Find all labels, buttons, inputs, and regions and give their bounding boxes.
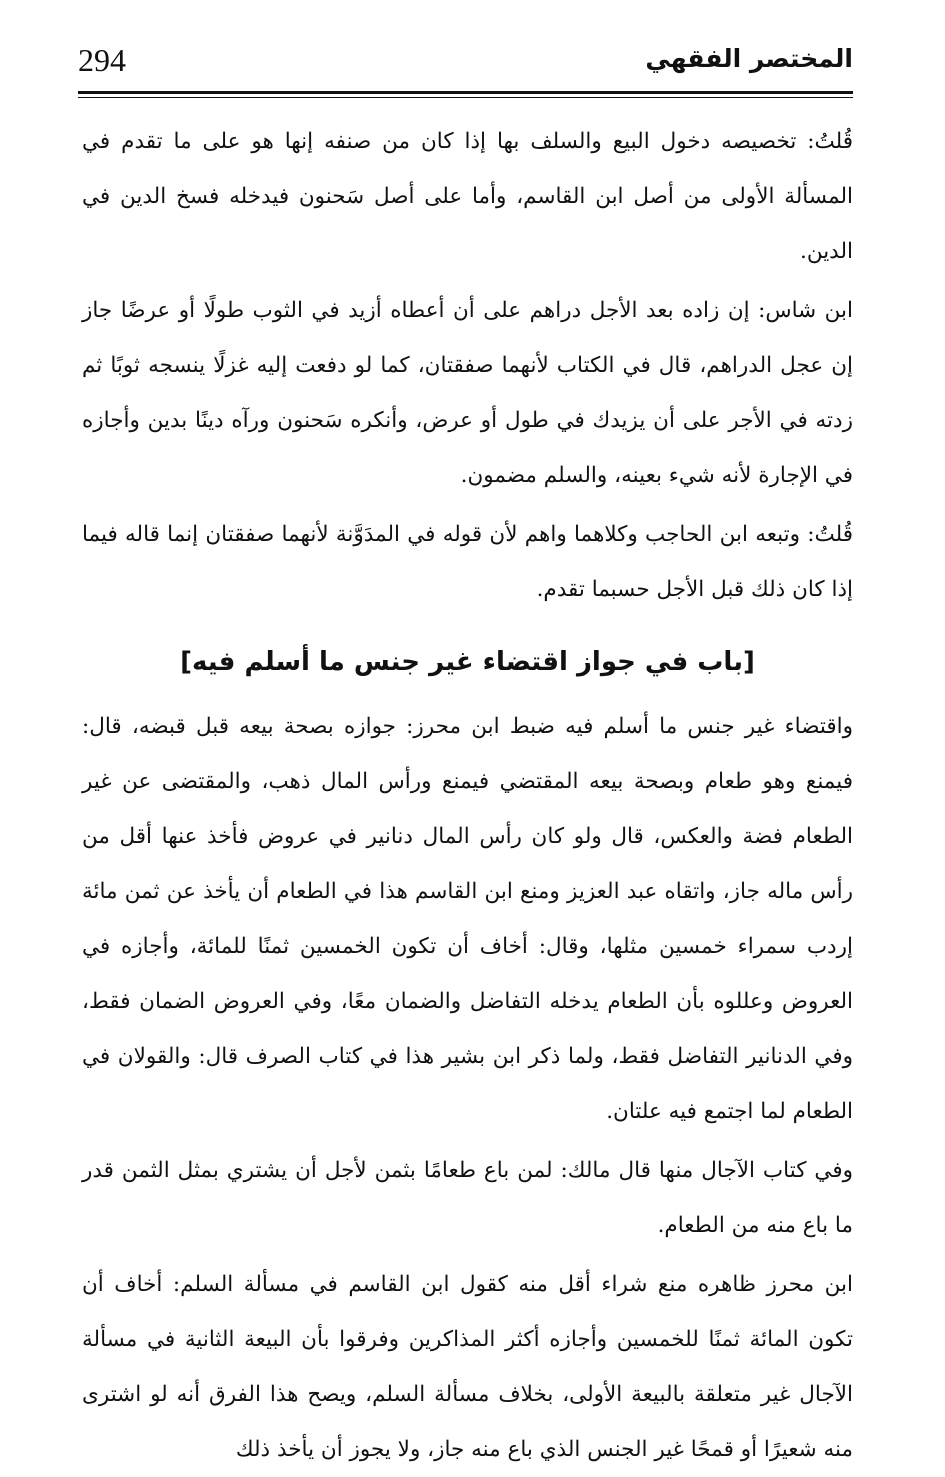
- header-rule-thin: [78, 97, 853, 98]
- paragraph: ابن شاس: إن زاده بعد الأجل دراهم على أن أعطاه أزيد في الثوب طولًا أو عرضًا جاز إن عجل الدراهم، قال في الكتاب لأنهما صفقتان، كما لو دفعت إليه غزلًا ينسجه ثوبًا ثم زدته في الأجر على أن يزيدك في طول أو عرض، وأنكره سَحنون ورآه دينًا بدين وأجازه في الإجارة لأنه شيء بعينه، والسلم مضمون.: [82, 298, 853, 488]
- header-rule-thick: [78, 91, 853, 94]
- page-number: 294: [78, 42, 126, 78]
- paragraph: واقتضاء غير جنس ما أسلم فيه ضبط ابن محرز: جوازه بصحة بيعه قبل قبضه، قال: فيمنع وهو طعام وبصحة بيعه المقتضي فيمنع ورأس المال ذهب، والمقتضى عن غير الطعام فضة والعكس، قال ولو كان رأس المال دنانير في عروض فأخذ عنها أقل من رأس ماله جاز، واتقاه عبد العزيز ومنع ابن القاسم هذا في الطعام أن يأخذ عن ثمن مائة إردب سمراء خمسين مثلها، وقال: أخاف أن تكون الخمسين ثمنًا للمائة، وأجازه في العروض وعللوه بأن الطعام يدخله التفاضل والضمان معًا، وفي العروض الضمان فقط، وفي الدنانير التفاضل فقط، ولما ذكر ابن بشير هذا في كتاب الصرف قال: والقولان في الطعام لما اجتمع فيه علتان.: [82, 714, 853, 1124]
- section-heading: [باب في جواز اقتضاء غير جنس ما أسلم فيه]: [180, 647, 755, 677]
- paragraph: قُلتُ: وتبعه ابن الحاجب وكلاهما واهم لأن قوله في المدَوَّنة لأنهما صفقتان إنما قاله فيما إذا كان ذلك قبل الأجل حسبما تقدم.: [82, 522, 853, 602]
- paragraph: وفي كتاب الآجال منها قال مالك: لمن باع طعامًا بثمن لأجل أن يشتري بمثل الثمن قدر ما باع منه من الطعام.: [82, 1158, 853, 1238]
- running-title: المختصر الفقهي: [645, 44, 853, 73]
- paragraph: ابن محرز ظاهره منع شراء أقل منه كقول ابن القاسم في مسألة السلم: أخاف أن تكون المائة ثمنًا للخمسين وأجازه أكثر المذاكرين وفرقوا بأن البيعة الثانية في مسألة الآجال غير متعلقة بالبيعة الأولى، بخلاف مسألة السلم، ويصح هذا الفرق أنه لو اشترى منه شعيرًا أو قمحًا غير الجنس الذي باع منه جاز، ولا يجوز أن يأخذ ذلك: [82, 1272, 853, 1462]
- body-text: [82, 114, 853, 1477]
- page-header: [78, 40, 853, 88]
- paragraph: قُلتُ: تخصيصه دخول البيع والسلف بها إذا كان من صنفه إنها هو على ما تقدم في المسألة الأولى من أصل ابن القاسم، وأما على أصل سَحنون فيدخله فسخ الدين في الدين.: [82, 129, 853, 264]
